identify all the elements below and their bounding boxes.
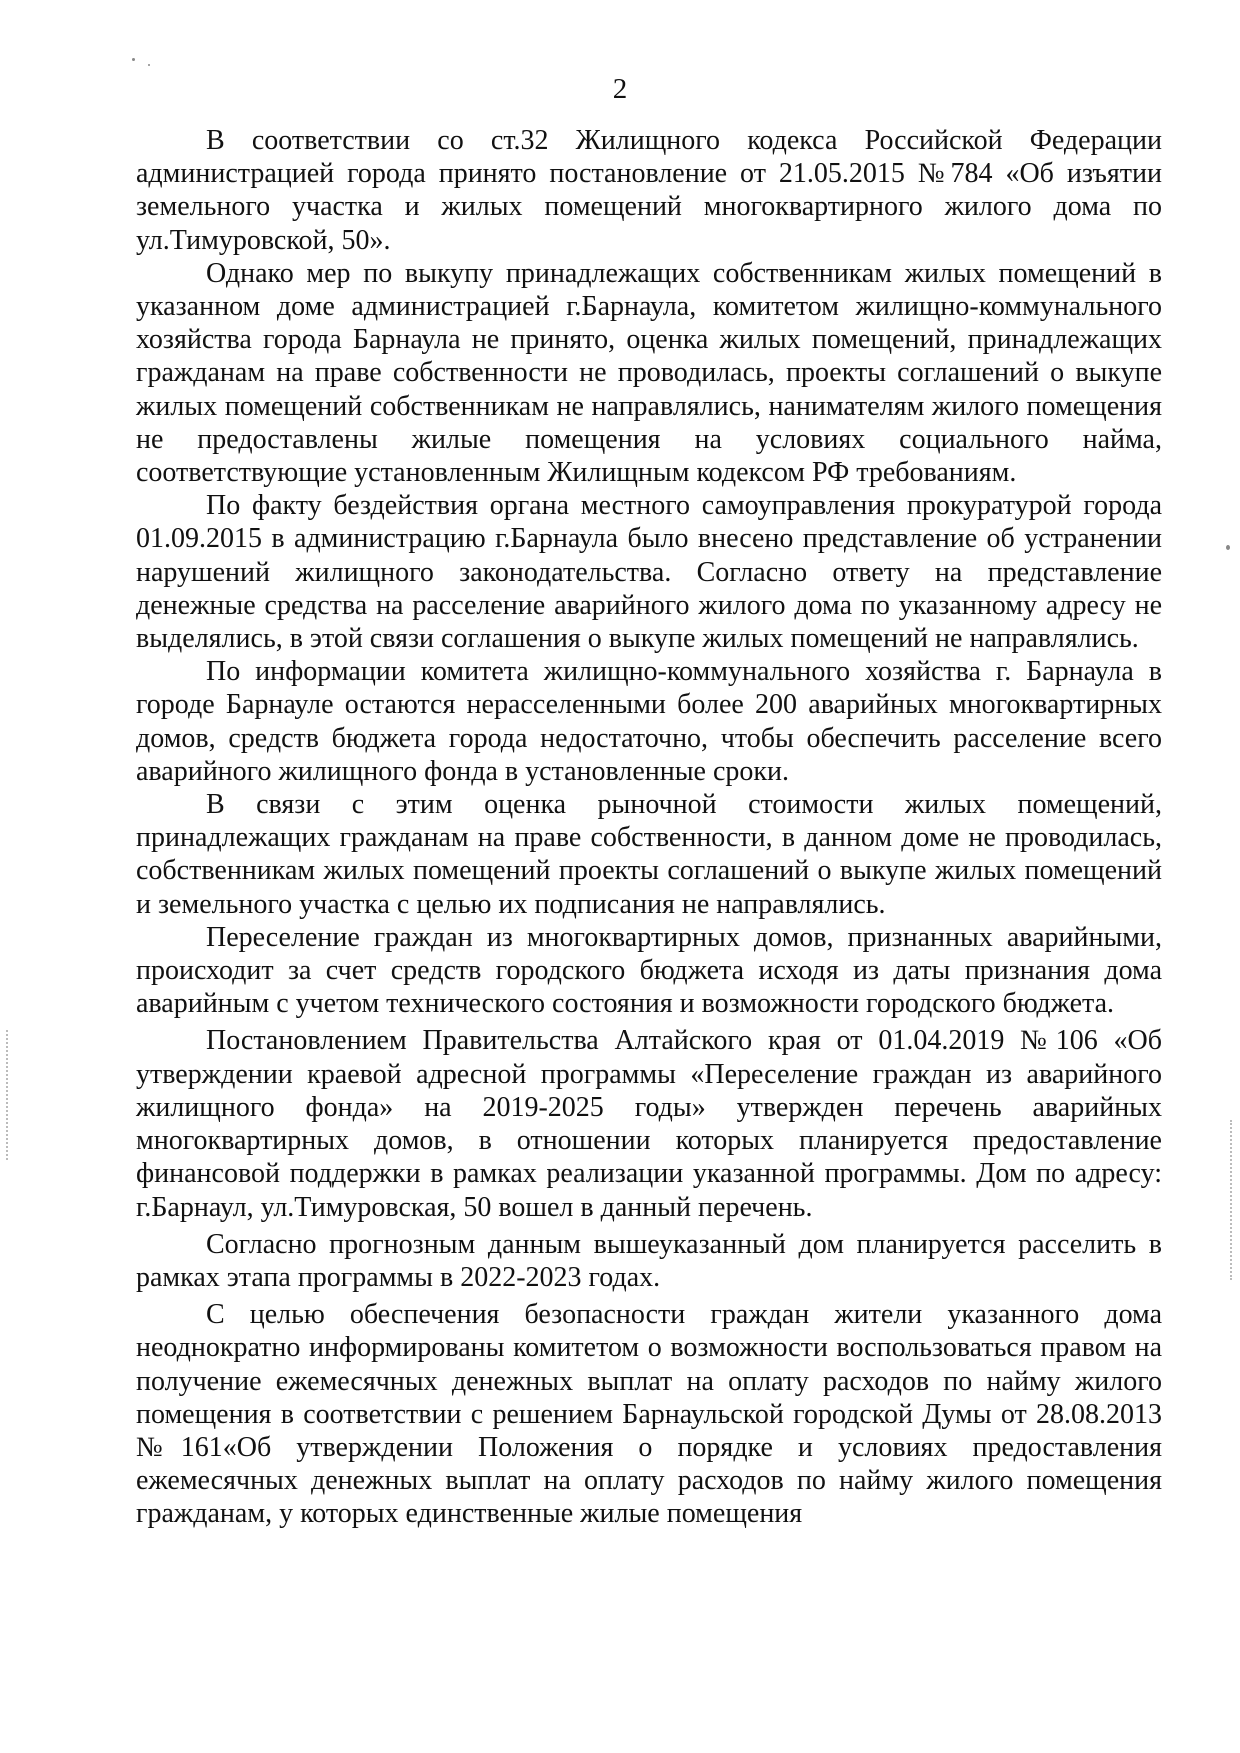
paragraph: В соответствии со ст.32 Жилищного кодекса Российской Федерации администрацией города принято постановление от 21.05.2015 №784 «Об изъятии земельного участка и жилых помещений многоквартирного жилого дома по ул.Тимуровской, 50».: [136, 125, 1162, 256]
scan-speck: [148, 64, 150, 66]
page-number: 2: [612, 73, 628, 105]
paragraph: С целью обеспечения безопасности граждан жители указанного дома неоднократно информированы комитетом о возможности воспользоваться правом на получение ежемесячных денежных выплат на оплату расходов по найму жилого помещения в соответствии с решением Барнаульской городской Думы от 28.08.2013 №161«Об утверждении Положения о порядке и условиях предоставления ежемесячных денежных выплат на оплату расходов по найму жилого помещения гражданам, у которых единственные жилые помещения: [136, 1299, 1162, 1530]
scan-edge-mark: [6, 1030, 11, 1160]
document-body: [136, 124, 1162, 1531]
paragraph: Переселение граждан из многоквартирных домов, признанных аварийными, происходит за счет средств городского бюджета исходя из даты признания дома аварийным с учетом технического состояния и возможности городского бюджета.: [136, 921, 1162, 1020]
paragraph: Согласно прогнозным данным вышеуказанный дом планируется расселить в рамках этапа программы в 2022-2023 годах.: [136, 1228, 1162, 1293]
scan-speck: [1226, 545, 1230, 550]
paragraph: Однако мер по выкупу принадлежащих собственникам жилых помещений в указанном доме администрацией г.Барнаула, комитетом жилищно-коммунального хозяйства города Барнаула не принято, оценка жилых помещений, принадлежащих гражданам на праве собственности не проводилась, проекты соглашений о выкупе жилых помещений собственникам не направлялись, нанимателям жилого помещения не предоставлены жилые помещения на условиях социального найма, соответствующие установленным Жилищным кодексом РФ требованиям.: [136, 257, 1162, 489]
paragraph: Постановлением Правительства Алтайского края от 01.04.2019 №106 «Об утверждении краевой адресной программы «Переселение граждан из аварийного жилищного фонда» на 2019-2025 годы» утвержден перечень аварийных многоквартирных домов, в отношении которых планируется предоставление финансовой поддержки в рамках реализации указанной программы. Дом по адресу: г.Барнаул, ул.Тимуровская, 50 вошел в данный перечень.: [136, 1025, 1162, 1223]
paragraph: По информации комитета жилищно-коммунального хозяйства г. Барнаула в городе Барнауле остаются нерасселенными более 200 аварийных многоквартирных домов, средств бюджета города недостаточно, чтобы обеспечить расселение всего аварийного жилищного фонда в установленные сроки.: [136, 656, 1162, 787]
paragraph: По факту бездействия органа местного самоуправления прокуратурой города 01.09.2015 в администрацию г.Барнаула было внесено представление об устранении нарушений жилищного законодательства. Согласно ответу на представление денежные средства на расселение аварийного жилого дома по указанному адресу не выделялись, в этой связи соглашения о выкупе жилых помещений не направлялись.: [136, 490, 1162, 655]
scan-speck: [132, 58, 135, 61]
scan-edge-mark: [1230, 1120, 1235, 1280]
paragraph: В связи с этим оценка рыночной стоимости жилых помещений, принадлежащих гражданам на праве собственности, в данном доме не проводилась, собственникам жилых помещений проекты соглашений о выкупе жилых помещений и земельного участка с целью их подписания не направлялись.: [136, 789, 1162, 920]
